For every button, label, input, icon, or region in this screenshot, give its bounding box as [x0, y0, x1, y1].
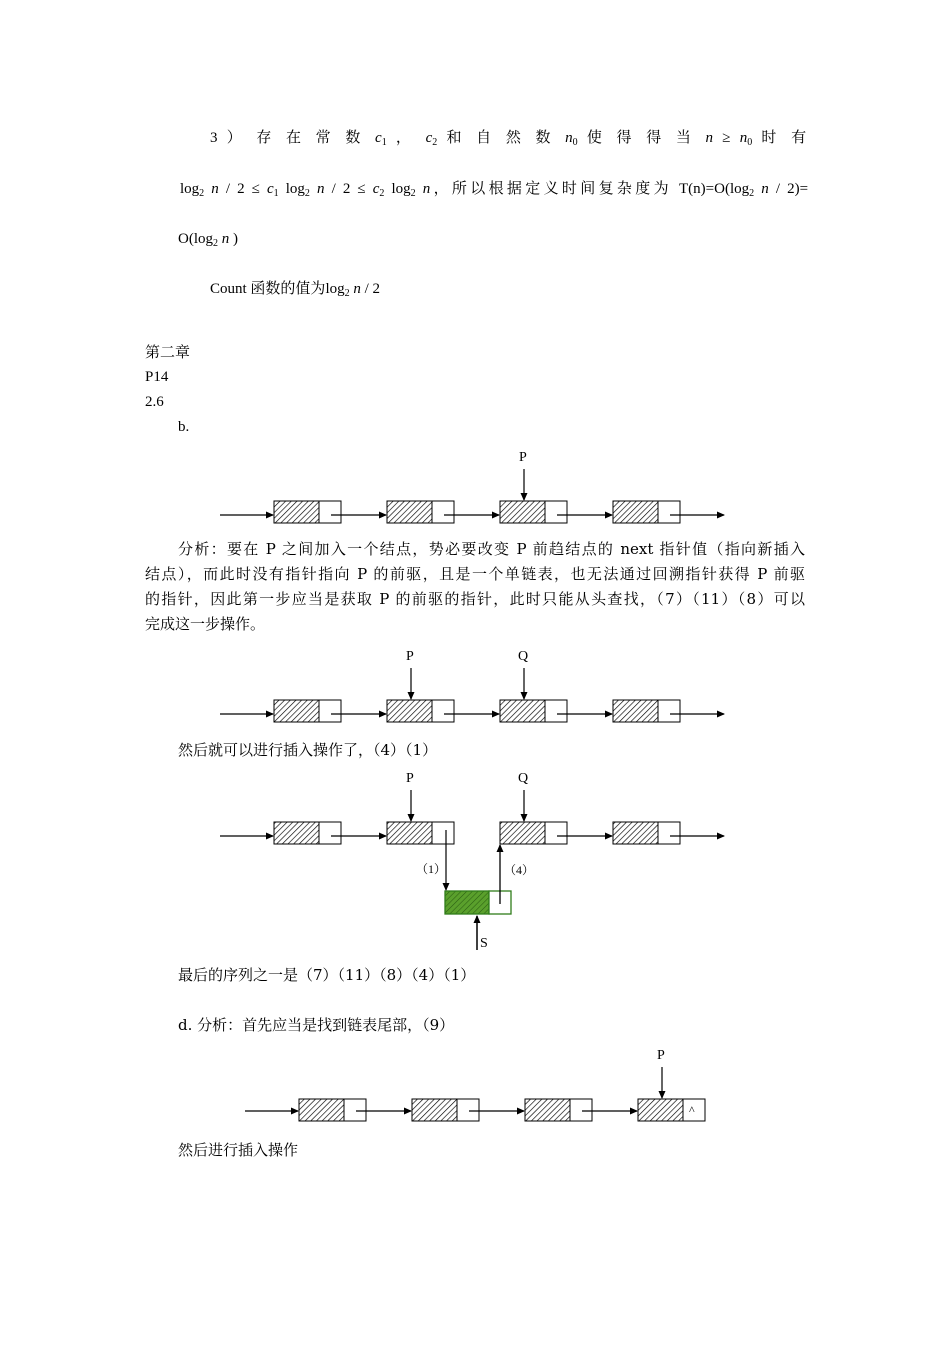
list-node-q: [500, 822, 567, 844]
analysis-line-4: 完成这一步操作。: [145, 615, 266, 633]
count-value-line: Count 函数的值为$\log_2 n / 2$: [210, 281, 381, 299]
exercise-number: 2.6: [145, 394, 164, 410]
pointer-s-label: S: [480, 936, 488, 951]
condition-comma: ，: [395, 130, 417, 146]
inequality-line: $\log_2 n / 2 \le c_1$ $\log_2 n / 2 \le c_2$ $\log_2 n$，所以根据定义时间复杂度为 $T(n)=O(\log_2$ n / 2)=: [180, 181, 809, 199]
new-node-s: [445, 891, 511, 914]
count-value-text: Count 函数的值为: [210, 281, 326, 297]
list-node-p: [500, 501, 567, 523]
part-d-text: d. 分析：首先应当是找到链表尾部，（9）: [178, 1016, 455, 1034]
final-sequence-text: 最后的序列之一是（7）（11）（8）（4）（1）: [178, 966, 476, 984]
list-node-q: [500, 700, 567, 722]
list-node: [274, 700, 341, 722]
pointer-q-label: Q: [518, 649, 529, 664]
complexity-result: $O(\log_2$ n ): [178, 231, 238, 249]
list-node: [613, 700, 680, 722]
condition-natural-number: 和 自 然 数: [446, 130, 556, 146]
pointer-p-label: P: [519, 450, 527, 465]
analysis-line-3: 的指针，因此第一步应当是获取 P 的前驱的指针，此时只能从头查找，（7）（11）（8）可以: [145, 590, 805, 608]
list-node-p: [387, 700, 454, 722]
condition-suffix: 时 有: [761, 130, 807, 146]
complexity-o: O(: [178, 231, 194, 247]
diagram-b-insert: [220, 771, 724, 951]
list-node: [613, 501, 680, 523]
null-pointer-mark: ^: [689, 1103, 695, 1117]
condition-prefix: 3 ） 存 在 常 数: [210, 130, 366, 146]
chapter-title: 第二章: [145, 343, 191, 361]
list-node: [525, 1099, 592, 1121]
analysis-line-2: 结点），而此时没有指针指向 P 的前驱，且是一个单链表，也无法通过回溯指针获得 P 前驱: [145, 565, 805, 583]
pointer-p-label: P: [657, 1048, 665, 1063]
complexity-text: ，所以根据定义时间复杂度为: [430, 181, 672, 197]
list-node: [412, 1099, 479, 1121]
pointer-q-label: Q: [518, 771, 529, 786]
condition-such-that: 使 得 得 当: [586, 130, 697, 146]
complexity-end: )=: [794, 181, 809, 197]
diagram-b-initial: [220, 450, 724, 523]
part-b-label: b.: [178, 419, 190, 435]
pointer-p-label: P: [406, 771, 414, 786]
list-node-tail: [638, 1099, 705, 1121]
analysis-line-1: 分析：要在 P 之间加入一个结点，势必要改变 P 前趋结点的 next 指针值（指向新插入: [178, 540, 805, 558]
step-4-label: （4）: [504, 863, 535, 877]
step-1-label: （1）: [416, 862, 447, 876]
list-node: [274, 822, 341, 844]
diagram-d-tail: [245, 1048, 705, 1121]
diagram-b-found: [220, 649, 724, 722]
list-node: [387, 501, 454, 523]
pointer-p-label: P: [406, 649, 414, 664]
condition-line: 3 ） 存 在 常 数 $c_1$ ， $c_2$ 和 自 然 数 $n_0$ 使 得 得 当 $n \ge n_0$ 时 有: [210, 130, 807, 148]
complexity-tn: T(n)=O(: [679, 181, 730, 197]
page-ref: P14: [145, 369, 169, 385]
list-node-p: [387, 822, 454, 844]
list-node: [613, 822, 680, 844]
then-insert-text: 然后就可以进行插入操作了，（4）（1）: [178, 741, 438, 759]
then-insert-d-text: 然后进行插入操作: [178, 1141, 299, 1159]
list-node: [274, 501, 341, 523]
list-node: [299, 1099, 366, 1121]
